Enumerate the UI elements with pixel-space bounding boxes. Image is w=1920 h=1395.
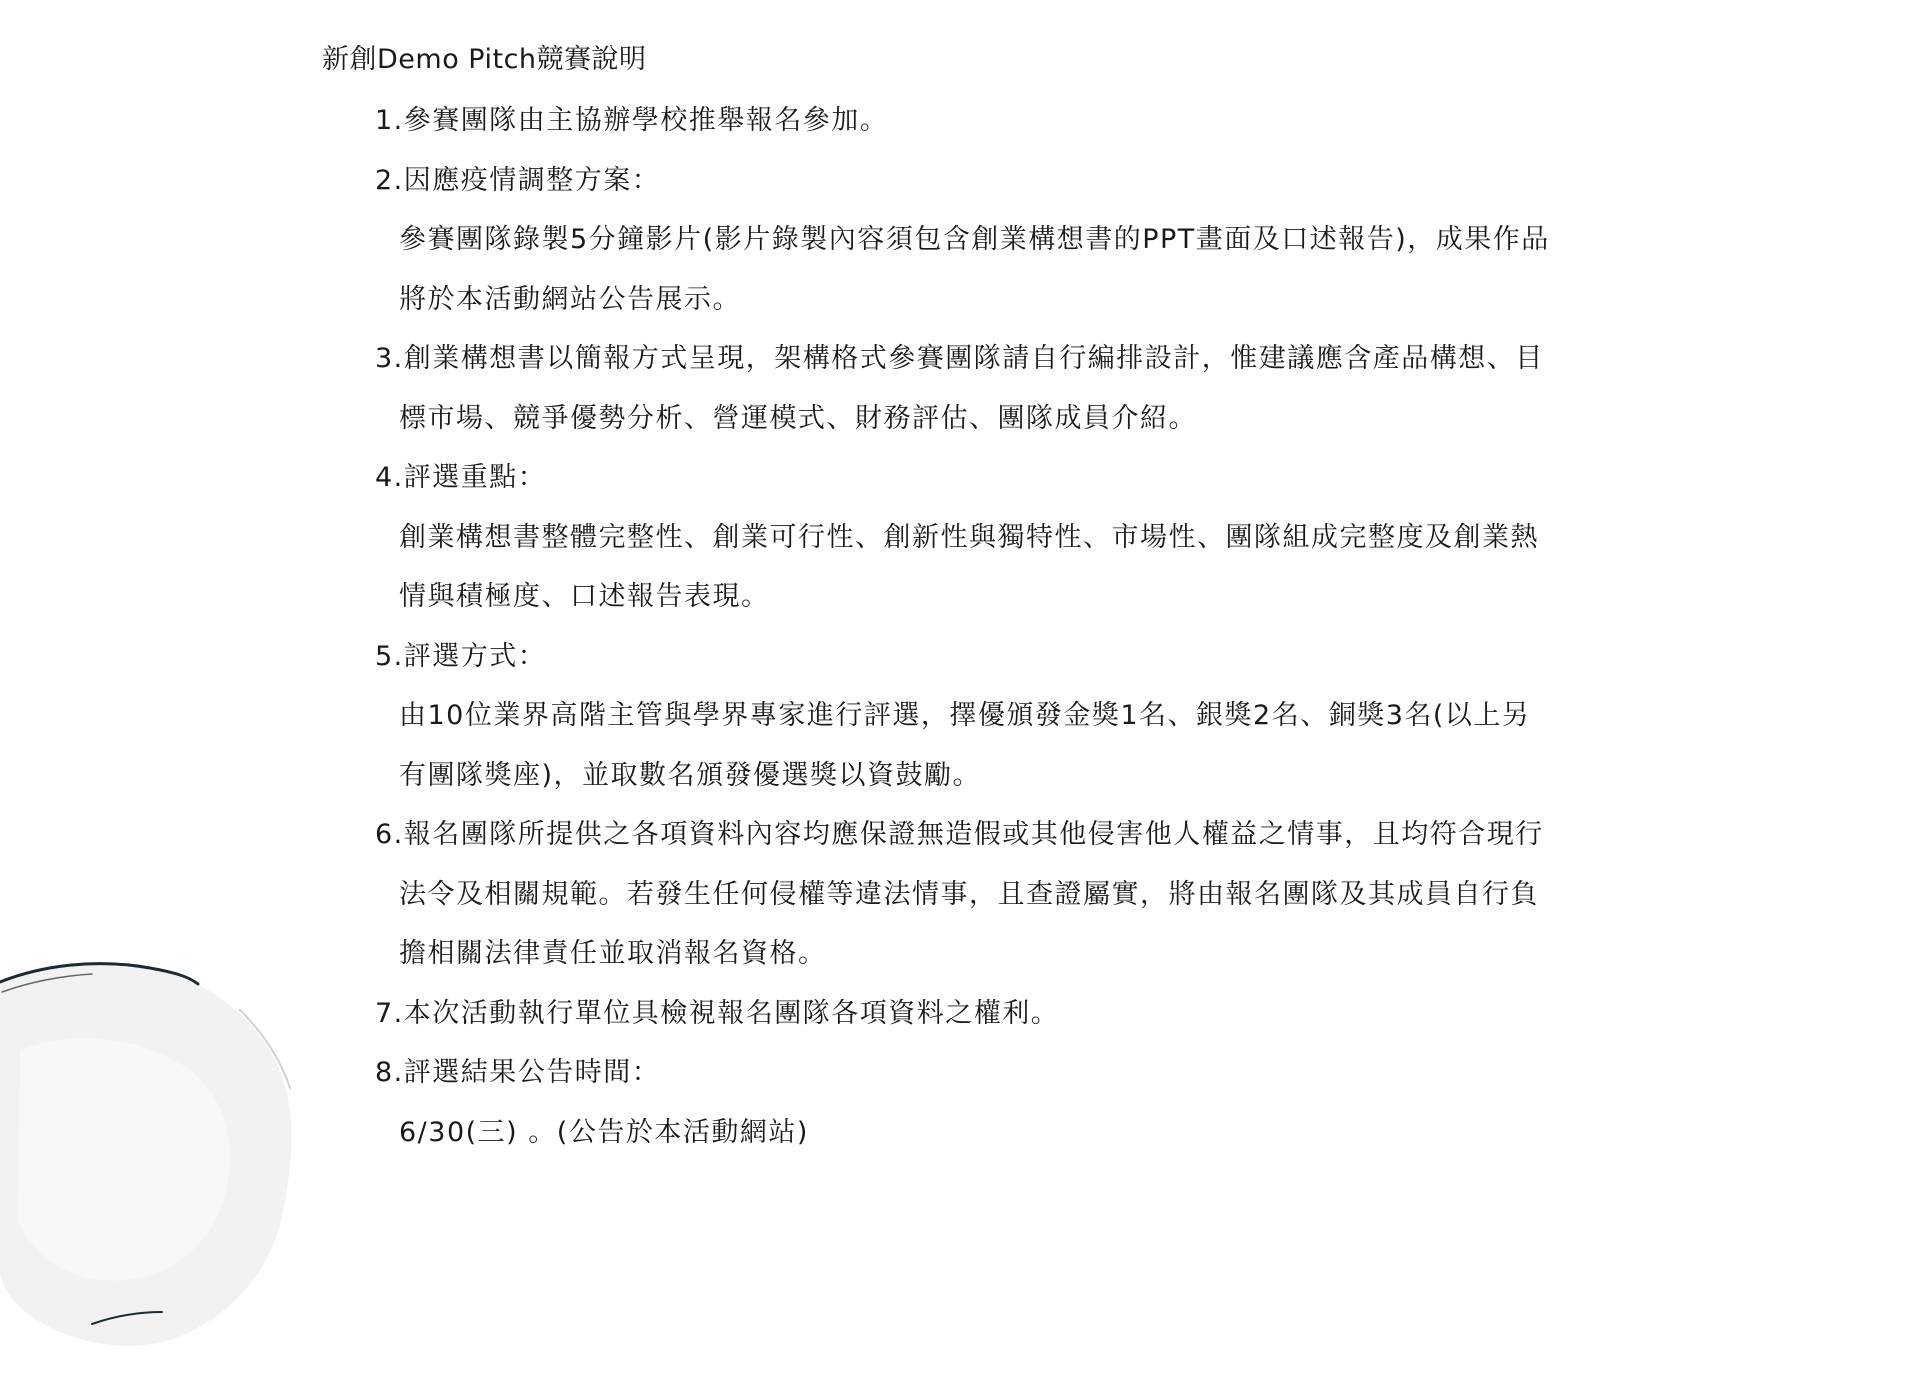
rule-item [322,151,1622,330]
rule-heading: 5.評選方式： [375,640,547,672]
rule-body-line: 有團隊獎座)，並取數名頒發優選獎以資鼓勵。 [399,759,982,791]
rule-body-line: 標市場、競爭優勢分析、營運模式、財務評估、團隊成員介紹。 [399,402,1197,434]
rule-item [322,984,1622,1044]
document-title: 新創Demo Pitch競賽說明 [322,44,647,75]
rule-heading: 2.因應疫情調整方案： [375,164,661,196]
rule-item [322,805,1622,984]
rule-item [322,448,1622,627]
rule-heading: 6.報名團隊所提供之各項資料內容均應保證無造假或其他侵害他人權益之情事，且均符合現行 [375,819,1544,850]
rule-heading: 3.創業構想書以簡報方式呈現，架構格式參賽團隊請自行編排設計，惟建議應含產品構想、目 [375,343,1544,374]
rule-item [322,1043,1622,1162]
rule-body-line: 創業構想書整體完整性、創業可行性、創新性與獨特性、市場性、團隊組成完整度及創業熱 [399,521,1539,553]
rule-body-line: 6/30(三) 。(公告於本活動網站) [399,1116,809,1148]
rule-body-line: 參賽團隊錄製5分鐘影片(影片錄製內容須包含創業構想書的PPT畫面及口述報告)，成果作品 [399,224,1550,255]
rule-body-line: 將於本活動網站公告展示。 [399,283,741,315]
rule-item [322,329,1622,448]
rule-heading: 1.參賽團隊由主協辦學校推舉報名參加。 [375,105,889,136]
rules-list [322,91,1622,1162]
rule-item [322,91,1622,151]
paint-stroke-decoration [0,940,320,1360]
rule-heading: 4.評選重點： [375,462,547,493]
rule-heading: 7.本次活動執行單位具檢視報名團隊各項資料之權利。 [375,997,1060,1029]
rule-body-line: 由10位業界高階主管與學界專家進行評選，擇優頒發金獎1名、銀獎2名、銅獎3名(以上另 [399,700,1531,731]
rule-body-line: 情與積極度、口述報告表現。 [399,581,770,612]
rule-body-line: 擔相關法律責任並取消報名資格。 [399,938,827,969]
document-content [322,40,1622,1162]
rule-item [322,627,1622,806]
rule-heading: 8.評選結果公告時間： [375,1057,661,1088]
rule-body-line: 法令及相關規範。若發生任何侵權等違法情事，且查證屬實，將由報名團隊及其成員自行負 [399,878,1539,910]
